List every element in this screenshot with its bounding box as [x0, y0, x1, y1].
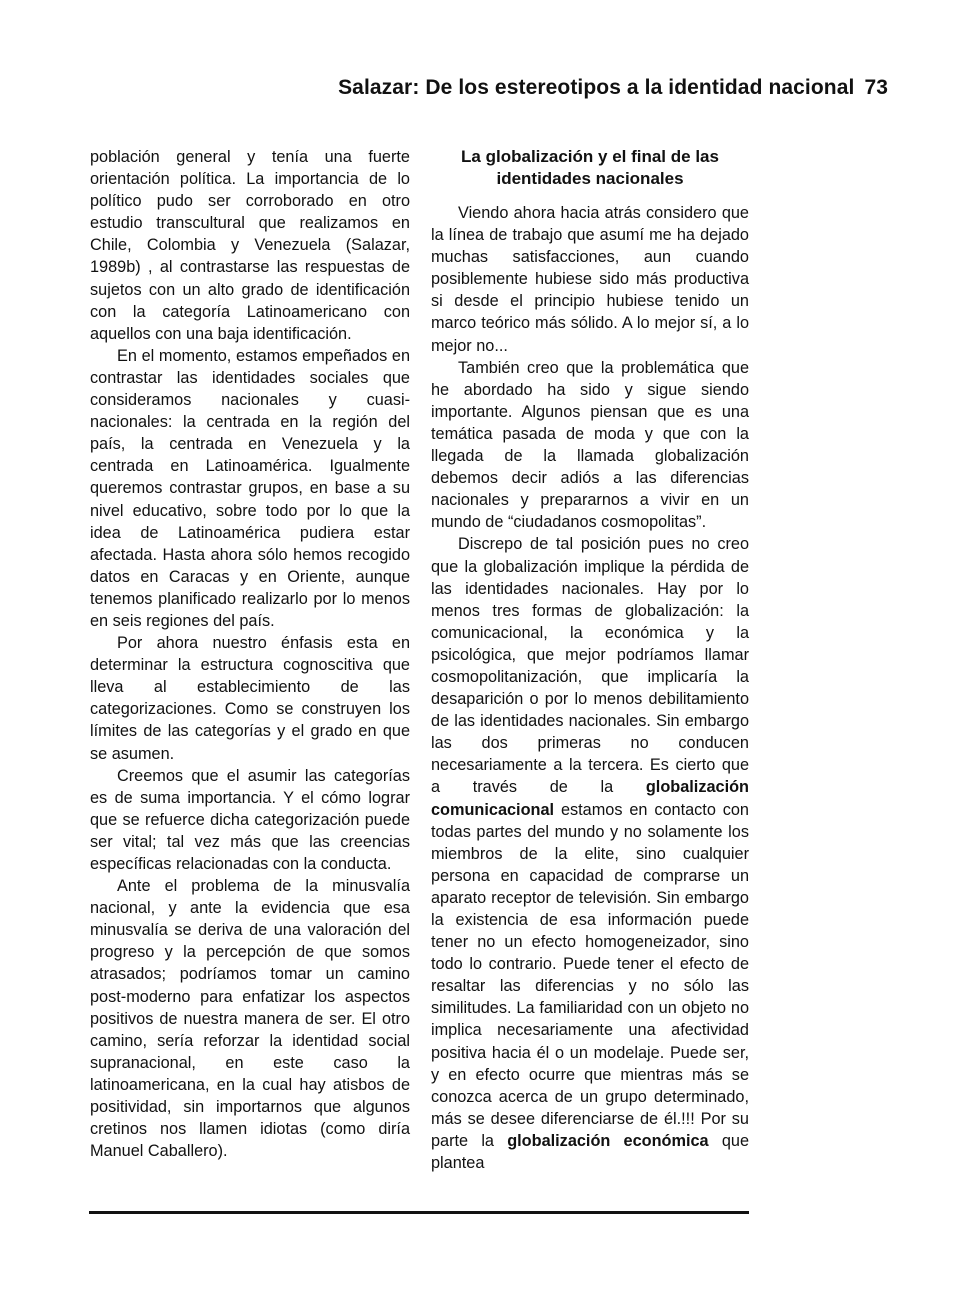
right-column: [431, 146, 749, 1174]
left-column: [90, 146, 410, 1162]
running-header: [0, 76, 888, 100]
bold-term-globalizacion-economica: globalización económica: [507, 1131, 709, 1150]
bold-term-globalizacion-comunicacional: globalización comunicacional: [431, 778, 749, 819]
right-paragraph-1: Viendo ahora hacia atrás considero que la línea de trabajo que asumí me ha dejado muchas satisfacciones, aun cuando posiblemente hubiese sido más productiva si desde el principio hubiese tenido un marco teórico más sólido. A lo mejor sí, a lo mejor no...: [431, 204, 749, 355]
right-paragraph-2: También creo que la problemática que he abordado ha sido y sigue siendo importante. Algunos piensan que es una temática pasada de moda y que con la llegada de la llamada globalización debemos decir adiós a las diferencias nacionales y prepararnos a vivir en un mundo de “ciudadanos cosmopolitas”.: [431, 358, 749, 532]
right-paragraph-3: [431, 533, 749, 1174]
left-paragraph-4: Creemos que el asumir las categorías es de suma importancia. Y el cómo lograr que se refuerce dicha categorización puede ser vital; tal vez más que las creencias específicas relacionadas con la conducta.: [90, 766, 410, 873]
running-title: Salazar: De los estereotipos a la identidad nacional: [338, 76, 855, 99]
left-paragraph-2: En el momento, estamos empeñados en contrastar las identidades sociales que consideramos nacionales y cuasi-nacionales: la centrada en la región del país, la centrada en Venezuela y la centrada en Latinoamérica. Igualmente queremos contrastar grupos, en base a su nivel educativo, sobre todo por lo que la idea de Latinoamérica pudiera estar afectada. Hasta ahora sólo hemos recogido datos en Caracas y en Oriente, aunque tenemos planificado realizarlo por lo menos en seis regiones del país.: [90, 346, 410, 630]
section-heading: La globalización y el final de las identidades nacionales: [461, 147, 719, 188]
right-paragraph-3-part-c: que plantea: [431, 1131, 749, 1173]
page-number: 73: [864, 76, 888, 99]
right-paragraph-3-part-a: Discrepo de tal posición pues no creo que la globalización implique la pérdida de las identidades nacionales. Hay por lo menos tres formas de globalización: la comunicacional, la económica y la psicológica, que mejor podríamos llamar cosmopolitanización, que implicaría la desaparición o por lo menos debilitamiento de las identidades nacionales. Sin embargo las dos primeras no conducen necesariamente a la tercera. Es cierto que a través de la: [431, 535, 749, 797]
bottom-rule: [89, 1211, 749, 1214]
left-paragraph-3: Por ahora nuestro énfasis esta en determinar la estructura cognoscitiva que lleva al establecimiento de las categorizaciones. Como se construyen los límites de las categorías y el grado en que se asumen.: [90, 634, 410, 763]
left-paragraph-1: población general y tenía una fuerte orientación política. La importancia de lo político pudo ser corroborado en otro estudio transcultural que realizamos en Chile, Colombia y Venezuela (Salazar, 1989b) , al contrastarse las respuestas de sujetos con un alto grado de identificación con la categoría Latinoamericano con aquellos con una baja identificación.: [90, 148, 410, 343]
right-paragraph-3-part-b: estamos en contacto con todas partes del mundo y no solamente los miembros de la elite, sino cualquier persona en capacidad de comprarse un aparato receptor de televisión. Sin embargo la existencia de esa información puede tener no un efecto homogeneizador, sino todo lo contrario. Puede tener el efecto de resaltar las diferencias y no sólo las similitudes. La familiaridad con un objeto no implica necesariamente una afectividad positiva hacia él o un modelaje. Puede ser, y en efecto ocurre que mientras más se conozca acerca de un grupo determinado, más se desee diferenciarse de él.!!! Por su parte la: [431, 800, 749, 1150]
left-paragraph-5: Ante el problema de la minusvalía nacional, y ante la evidencia que esa minusvalía se deriva de una valoración del progreso y la percepción de que somos atrasados; podríamos tomar un camino post-moderno para enfatizar los aspectos positivos de nuestra manera de ser. El otro camino, sería reforzar la identidad social supranacional, en este caso la latinoamericana, en la cual hay atisbos de positividad, sin importarnos que algunos cretinos nos llamen idiotas (como diría Manuel Caballero).: [90, 877, 410, 1161]
